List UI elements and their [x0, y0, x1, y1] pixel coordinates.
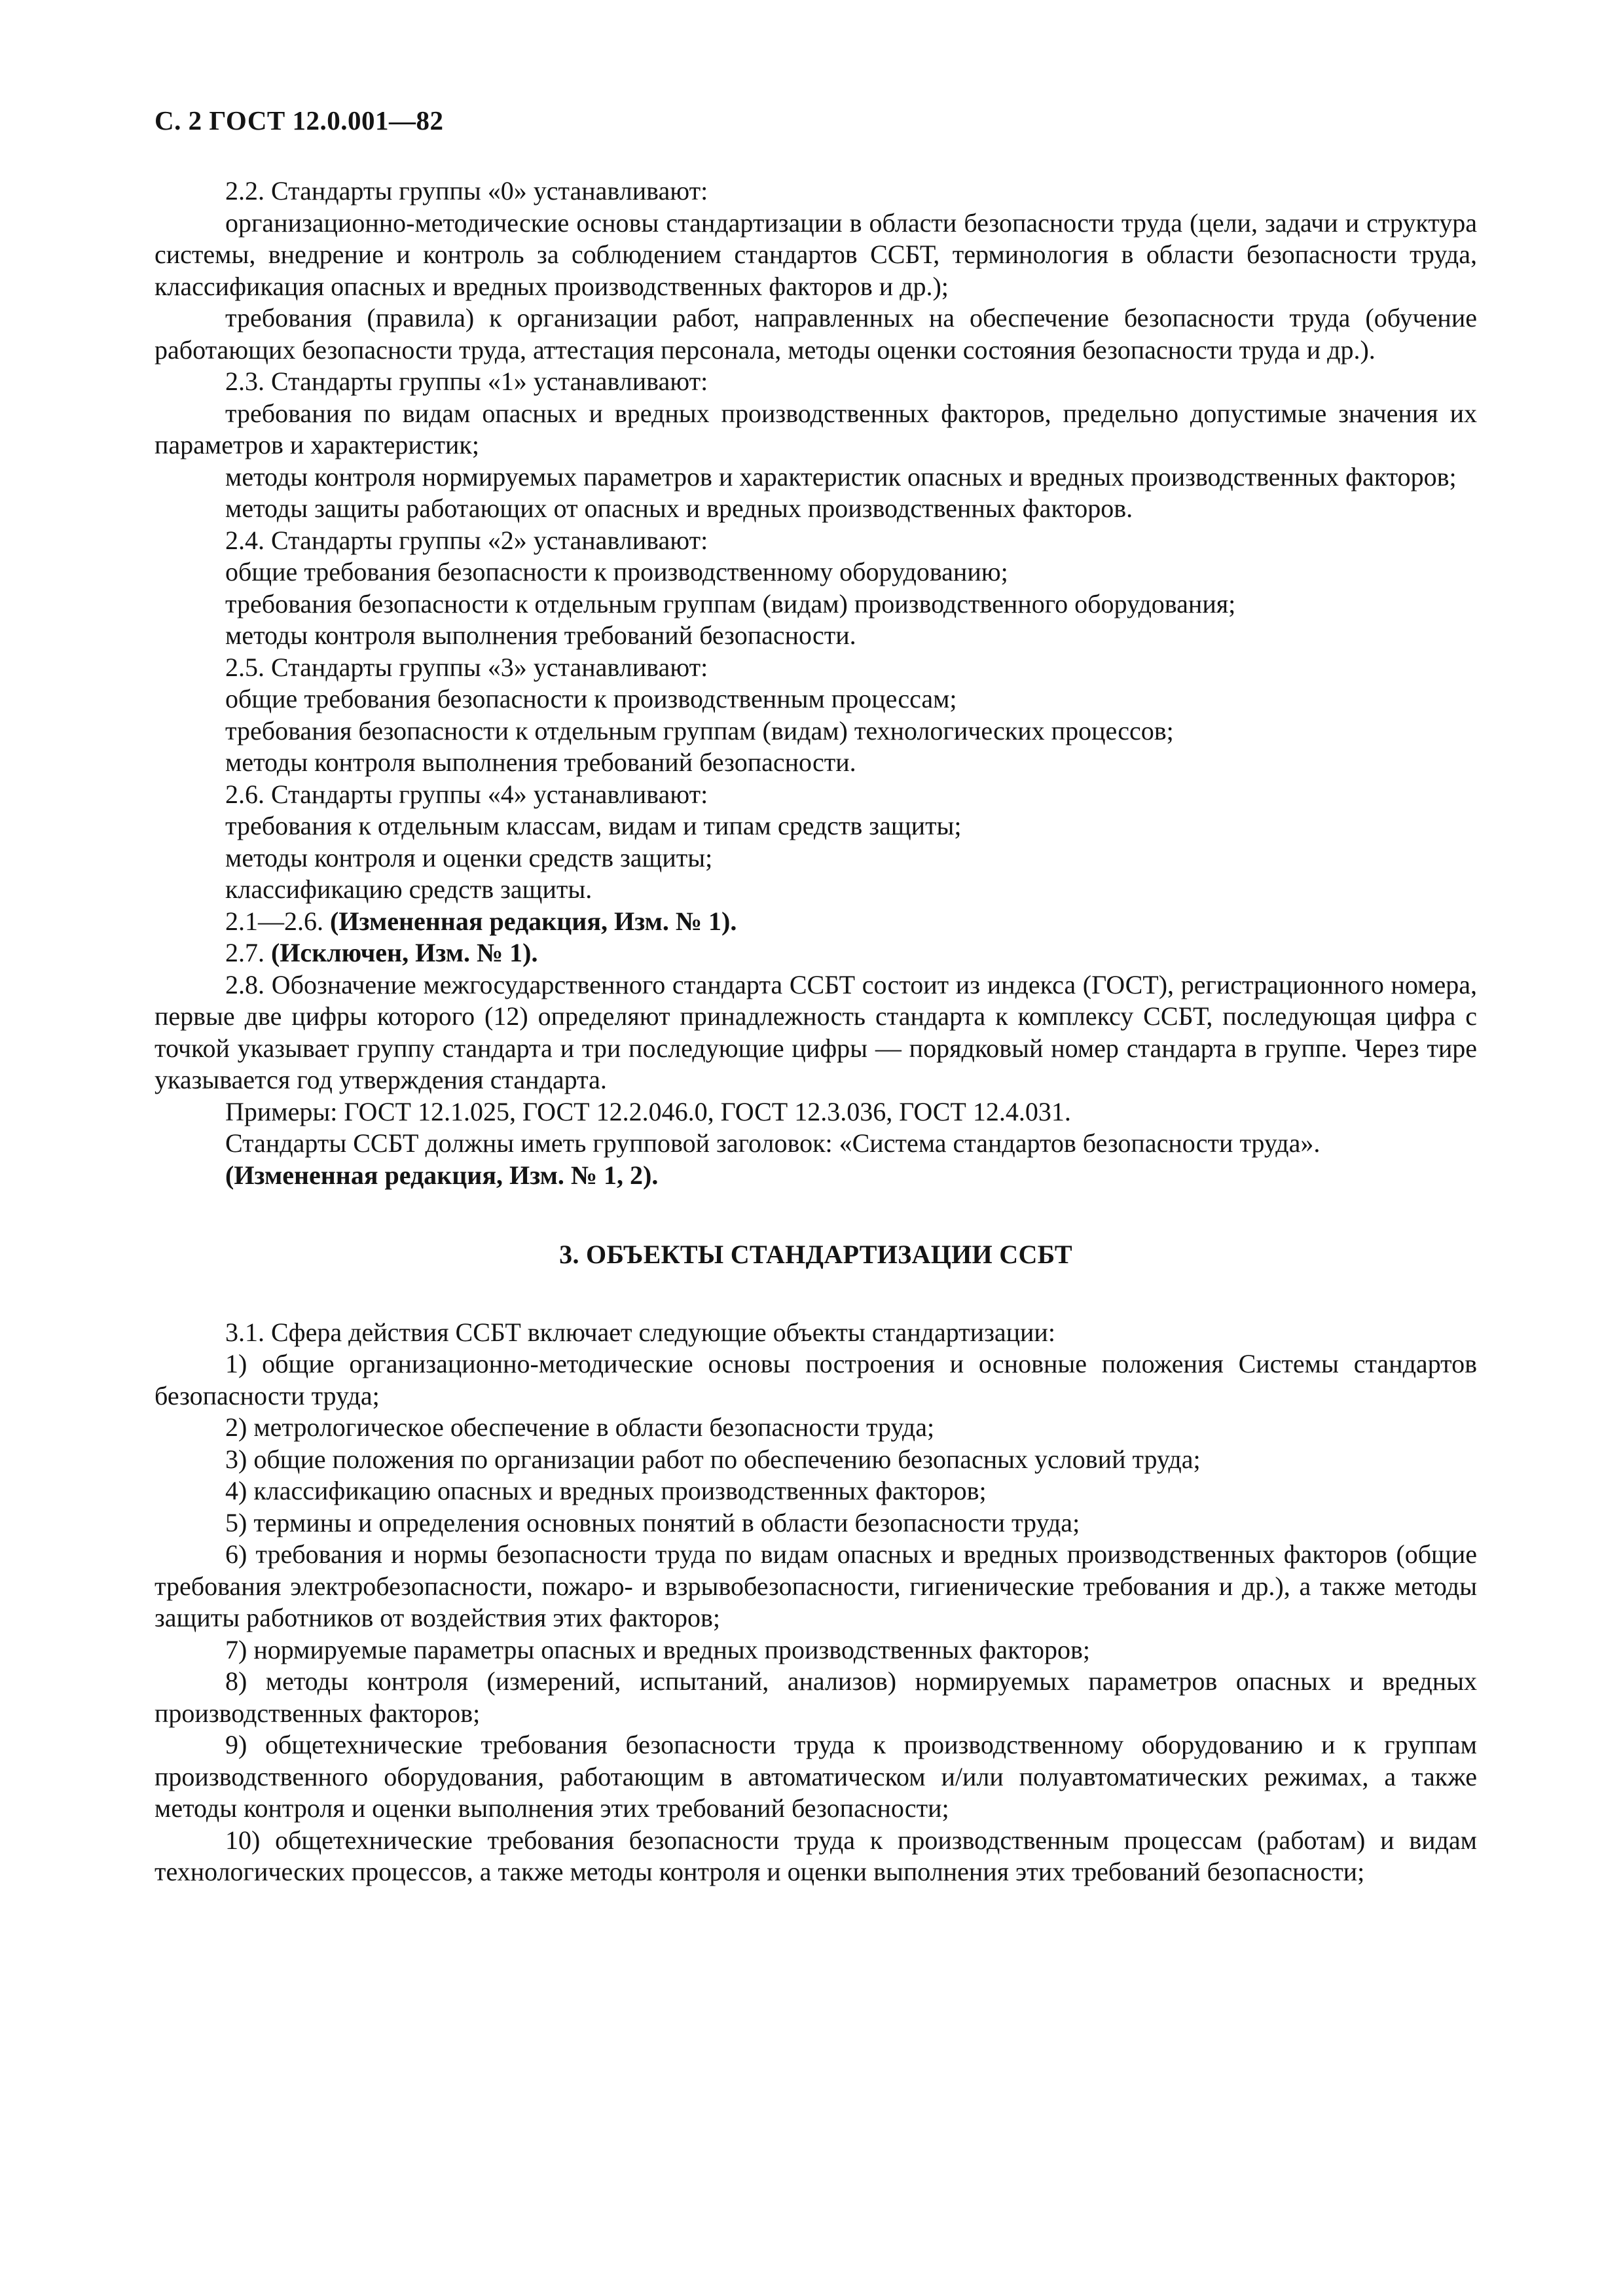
paragraph: Примеры: ГОСТ 12.1.025, ГОСТ 12.2.046.0, ГОСТ 12.3.036, ГОСТ 12.4.031.	[225, 1096, 1071, 1126]
paragraph: 2.3. Стандарты группы «1» устанавливают:	[225, 367, 708, 396]
paragraph: методы защиты работающих от опасных и вредных производственных факторов.	[225, 493, 1133, 523]
list-item: 8) методы контроля (измерений, испытаний, анализов) нормируемых параметров опасных и вредных производственных факторов;	[155, 1666, 1477, 1728]
list-item: 6) требования и нормы безопасности труда по видам опасных и вредных производственных факторов (общие требования электробезопасности, пожаро- и взрывобезопасности, гигиенические требования и др.), а также методы защиты работников от воздействия этих факторов;	[155, 1539, 1477, 1632]
paragraph: 2.8. Обозначение межгосударственного стандарта ССБТ состоит из индекса (ГОСТ), регистрационного номера, первые две цифры которого (12) определяют принадлежность стандарта к комплексу ССБТ, последующая цифра с точкой указывает группу стандарта и три последующие цифры — порядковый номер стандарта в группе. Через тире указывается год утверждения стандарта.	[155, 969, 1477, 1094]
paragraph: общие требования безопасности к производственным процессам;	[225, 684, 957, 713]
paragraph: методы контроля выполнения требований безопасности.	[225, 620, 856, 650]
amendment-prefix: 2.1—2.6.	[225, 906, 330, 936]
paragraph: 2.2. Стандарты группы «0» устанавливают:	[225, 176, 708, 206]
list-item: 4) классификацию опасных и вредных производственных факторов;	[225, 1476, 987, 1505]
paragraph: 2.5. Стандарты группы «3» устанавливают:	[225, 652, 708, 682]
paragraph: Стандарты ССБТ должны иметь групповой заголовок: «Система стандартов безопасности труда».	[225, 1128, 1321, 1158]
amendment-note	[155, 906, 1477, 938]
list-item: 9) общетехнические требования безопасности труда к производственному оборудованию и к группам производственного оборудования, работающим в автоматическом и/или полуавтоматических режимах, а также методы контроля и оценки выполнения этих требований безопасности;	[155, 1730, 1477, 1823]
paragraph: 2.4. Стандарты группы «2» устанавливают:	[225, 525, 708, 555]
amendment-prefix: 2.7.	[225, 938, 271, 967]
paragraph: 3.1. Сфера действия ССБТ включает следующие объекты стандартизации:	[225, 1317, 1055, 1347]
list-item: 10) общетехнические требования безопасности труда к производственным процессам (работам) и видам технологических процессов, а также методы контроля и оценки выполнения этих требований безопасности;	[155, 1825, 1477, 1886]
list-item: 1) общие организационно-методические основы построения и основные положения Системы стандартов безопасности труда;	[155, 1349, 1477, 1410]
page-header: С. 2 ГОСТ 12.0.001—82	[155, 105, 444, 135]
section-title: 3. ОБЪЕКТЫ СТАНДАРТИЗАЦИИ ССБТ	[559, 1240, 1072, 1269]
list-item: 5) термины и определения основных понятий в области безопасности труда;	[225, 1507, 1080, 1537]
list-item: 7) нормируемые параметры опасных и вредных производственных факторов;	[225, 1634, 1090, 1664]
paragraph: 2.6. Стандарты группы «4» устанавливают:	[225, 779, 708, 809]
amendment-bold: (Измененная редакция, Изм. № 1).	[330, 906, 737, 936]
list-item: 2) метрологическое обеспечение в области безопасности труда;	[225, 1412, 935, 1442]
document-body	[155, 175, 1477, 1888]
amendment-note: (Измененная редакция, Изм. № 1, 2).	[225, 1160, 659, 1190]
paragraph: требования по видам опасных и вредных производственных факторов, предельно допустимые значения их параметров и характеристик;	[155, 398, 1477, 459]
paragraph: требования (правила) к организации работ, направленных на обеспечение безопасности труда (обучение работающих безопасности труда, аттестация персонала, методы оценки состояния безопасности труда и др.).	[155, 303, 1477, 365]
paragraph: требования безопасности к отдельным группам (видам) производственного оборудования;	[225, 588, 1236, 619]
paragraph: общие требования безопасности к производственному оборудованию;	[225, 557, 1008, 586]
paragraph: классификацию средств защиты.	[225, 874, 593, 904]
paragraph: методы контроля нормируемых параметров и характеристик опасных и вредных производственных факторов;	[225, 461, 1457, 492]
list-item: 3) общие положения по организации работ по обеспечению безопасных условий труда;	[225, 1444, 1201, 1474]
paragraph: организационно-методические основы стандартизации в области безопасности труда (цели, задачи и структура системы, внедрение и контроль за соблюдением стандартов ССБТ, терминология в области безопасности труда, классификация опасных и вредных производственных факторов и др.);	[155, 207, 1477, 301]
paragraph: требования к отдельным классам, видам и типам средств защиты;	[225, 811, 962, 840]
paragraph: методы контроля выполнения требований безопасности.	[225, 747, 856, 777]
paragraph: методы контроля и оценки средств защиты;	[225, 842, 713, 872]
amendment-note	[155, 937, 1477, 969]
paragraph: требования безопасности к отдельным группам (видам) технологических процессов;	[225, 715, 1174, 745]
amendment-bold: (Исключен, Изм. № 1).	[271, 938, 538, 967]
